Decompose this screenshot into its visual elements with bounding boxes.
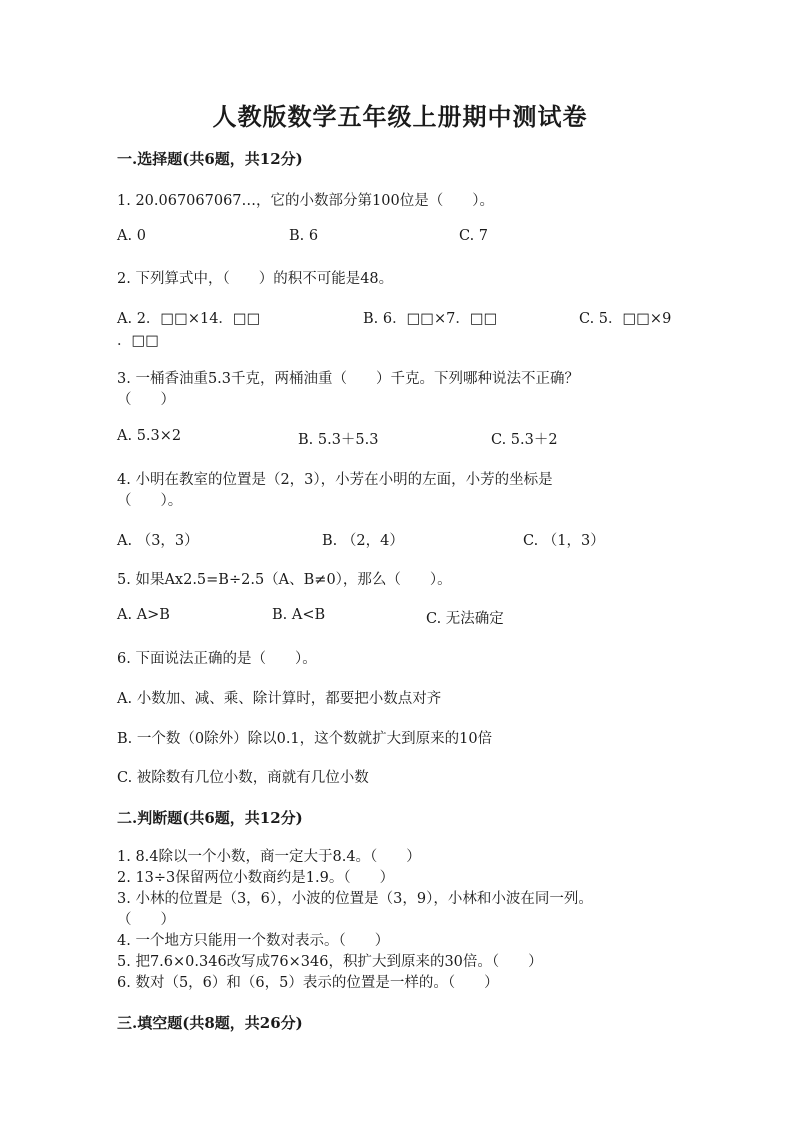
question-6-option-a: A. 小数加、减、乘、除计算时，都要把小数点对齐 xyxy=(117,691,442,707)
judgment-item-3-continued: （ ） xyxy=(117,912,175,928)
question-4-option-b: B. （2，4） xyxy=(322,533,404,549)
question-1-option-a: A. 0 xyxy=(117,228,146,244)
question-6-stem: 6. 下面说法正确的是（ ）。 xyxy=(117,651,317,667)
question-2-option-a: A. 2．□□×14．□□ xyxy=(117,311,261,327)
judgment-item-6: 6. 数对（5，6）和（6，5）表示的位置是一样的。（ ） xyxy=(117,975,499,991)
question-1-stem: 1. 20.067067067…，它的小数部分第100位是（ ）。 xyxy=(117,193,494,209)
page-title: 人教版数学五年级上册期中测试卷 xyxy=(212,102,588,131)
question-4-option-c: C. （1，3） xyxy=(523,533,605,549)
judgment-item-3: 3. 小林的位置是（3，6），小波的位置是（3，9），小林和小波在同一列。 xyxy=(117,891,593,907)
question-5-option-b: B. A<B xyxy=(272,607,326,623)
question-5-stem: 5. 如果Ax2.5=B÷2.5（A、B≠0），那么（ ）。 xyxy=(117,572,452,588)
question-4-stem-continued: （ ）。 xyxy=(117,493,183,509)
question-2-option-b: B. 6．□□×7．□□ xyxy=(363,311,498,327)
question-3-option-a: A. 5.3×2 xyxy=(117,428,182,444)
judgment-item-5: 5. 把7.6×0.346改写成76×346，积扩大到原来的30倍。（ ） xyxy=(117,954,543,970)
question-4-option-a: A. （3，3） xyxy=(117,533,199,549)
question-4-stem: 4. 小明在教室的位置是（2，3），小芳在小明的左面，小芳的坐标是 xyxy=(117,472,553,488)
question-2-option-c-continued: ．□□ xyxy=(117,333,159,349)
question-5-option-c: C. 无法确定 xyxy=(426,611,504,627)
judgment-item-2: 2. 13÷3保留两位小数商约是1.9。（ ） xyxy=(117,870,395,886)
question-1-option-c: C. 7 xyxy=(459,228,489,244)
section-heading-judgment: 二.判断题(共6题，共12分) xyxy=(117,809,303,827)
question-3-stem: 3. 一桶香油重5.3千克，两桶油重（ ）千克。下列哪种说法不正确？ xyxy=(117,371,580,387)
question-2-option-c: C. 5．□□×9 xyxy=(579,311,672,327)
question-3-option-c: C. 5.3＋2 xyxy=(491,432,558,448)
question-3-option-b: B. 5.3＋5.3 xyxy=(298,432,379,448)
question-6-option-b: B. 一个数（0除外）除以0.1，这个数就扩大到原来的10倍 xyxy=(117,731,493,747)
question-1-option-b: B. 6 xyxy=(289,228,319,244)
question-2-stem: 2. 下列算式中，（ ）的积不可能是48。 xyxy=(117,271,394,287)
question-3-stem-continued: （ ） xyxy=(117,392,175,408)
section-heading-fill-in: 三.填空题(共8题，共26分) xyxy=(117,1014,303,1032)
section-heading-choice: 一.选择题(共6题，共12分) xyxy=(117,150,303,168)
judgment-item-4: 4. 一个地方只能用一个数对表示。（ ） xyxy=(117,933,390,949)
question-5-option-a: A. A>B xyxy=(117,607,170,623)
question-6-option-c: C. 被除数有几位小数，商就有几位小数 xyxy=(117,770,369,786)
judgment-item-1: 1. 8.4除以一个小数，商一定大于8.4。（ ） xyxy=(117,849,421,865)
